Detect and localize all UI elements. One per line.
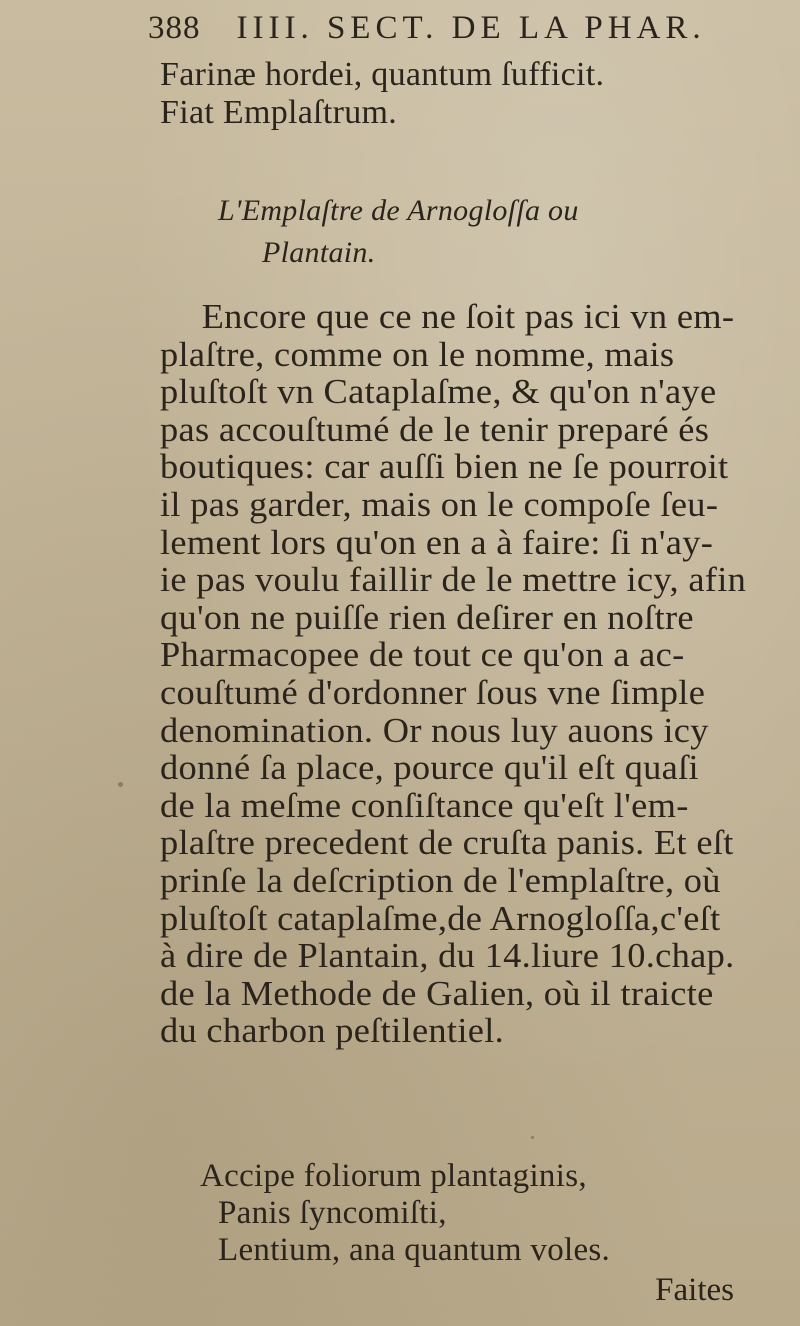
text-line: Lentium, ana quantum voles.: [218, 1232, 611, 1268]
paper-spot: [118, 782, 123, 787]
text-line: pluſtoſt cataplaſme,de Arnogloſſa,c'eſt: [160, 898, 721, 938]
text-line: à dire de Plantain, du 14.liure 10.chap.: [160, 936, 735, 976]
section-heading: [218, 190, 738, 274]
text-line: boutiques: car auſſi bien ne ſe pourroit: [160, 447, 729, 487]
text-line: pluſtoſt vn Cataplaſme, & qu'on n'aye: [160, 372, 717, 412]
catchword: Faites: [655, 1272, 734, 1308]
paper-spot: [531, 1136, 534, 1139]
running-head: IIII. SECT. DE LA PHAR.: [236, 10, 706, 46]
text-line: lement lors qu'on en a à faire: ſi n'ay-: [160, 522, 714, 562]
text-line: du charbon peſtilentiel.: [160, 1011, 505, 1051]
text-line: il pas garder, mais on le compoſe ſeu-: [160, 484, 719, 524]
text-line: Pharmacopee de tout ce qu'on a ac-: [160, 635, 685, 675]
text-line: denomination. Or nous luy auons icy: [160, 710, 709, 750]
text-line: de la meſme conſiſtance qu'eſt l'em-: [160, 785, 689, 825]
text-line: Panis ſyncomiſti,: [218, 1195, 447, 1231]
text-line: pas accouſtumé de le tenir preparé és: [160, 409, 710, 449]
text-line: couſtumé d'ordonner ſous vne ſimple: [160, 672, 706, 712]
text-line: plaſtre precedent de cruſta panis. Et eſt: [160, 823, 734, 863]
text-line: Fiat Emplaſtrum.: [160, 93, 398, 131]
recipe-ingredients: [200, 1158, 800, 1269]
text-line: plaſtre, comme on le nomme, mais: [160, 334, 675, 374]
page-number: 388: [148, 10, 201, 46]
page-header: [148, 10, 788, 58]
recipe-continuation: [160, 56, 800, 131]
text-line: prinſe la deſcription de l'emplaſtre, où: [160, 860, 721, 900]
heading-line: L'Emplaſtre de Arnogloſſa ou: [218, 194, 579, 227]
text-line: ie pas voulu faillir de le mettre icy, afin: [160, 560, 747, 600]
text-line: donné ſa place, pource qu'il eſt quaſi: [160, 748, 699, 788]
text-line: Encore que ce ne ſoit pas ici vn em-: [201, 297, 735, 336]
heading-line: Plantain.: [262, 236, 376, 269]
body-paragraph: [160, 298, 800, 1050]
text-line: Accipe foliorum plantaginis,: [200, 1158, 587, 1194]
text-line: qu'on ne puiſſe rien deſirer en noſtre: [160, 597, 694, 637]
text-line: de la Methode de Galien, où il traicte: [160, 973, 714, 1013]
text-line: Farinæ hordei, quantum ſufficit.: [160, 56, 605, 93]
